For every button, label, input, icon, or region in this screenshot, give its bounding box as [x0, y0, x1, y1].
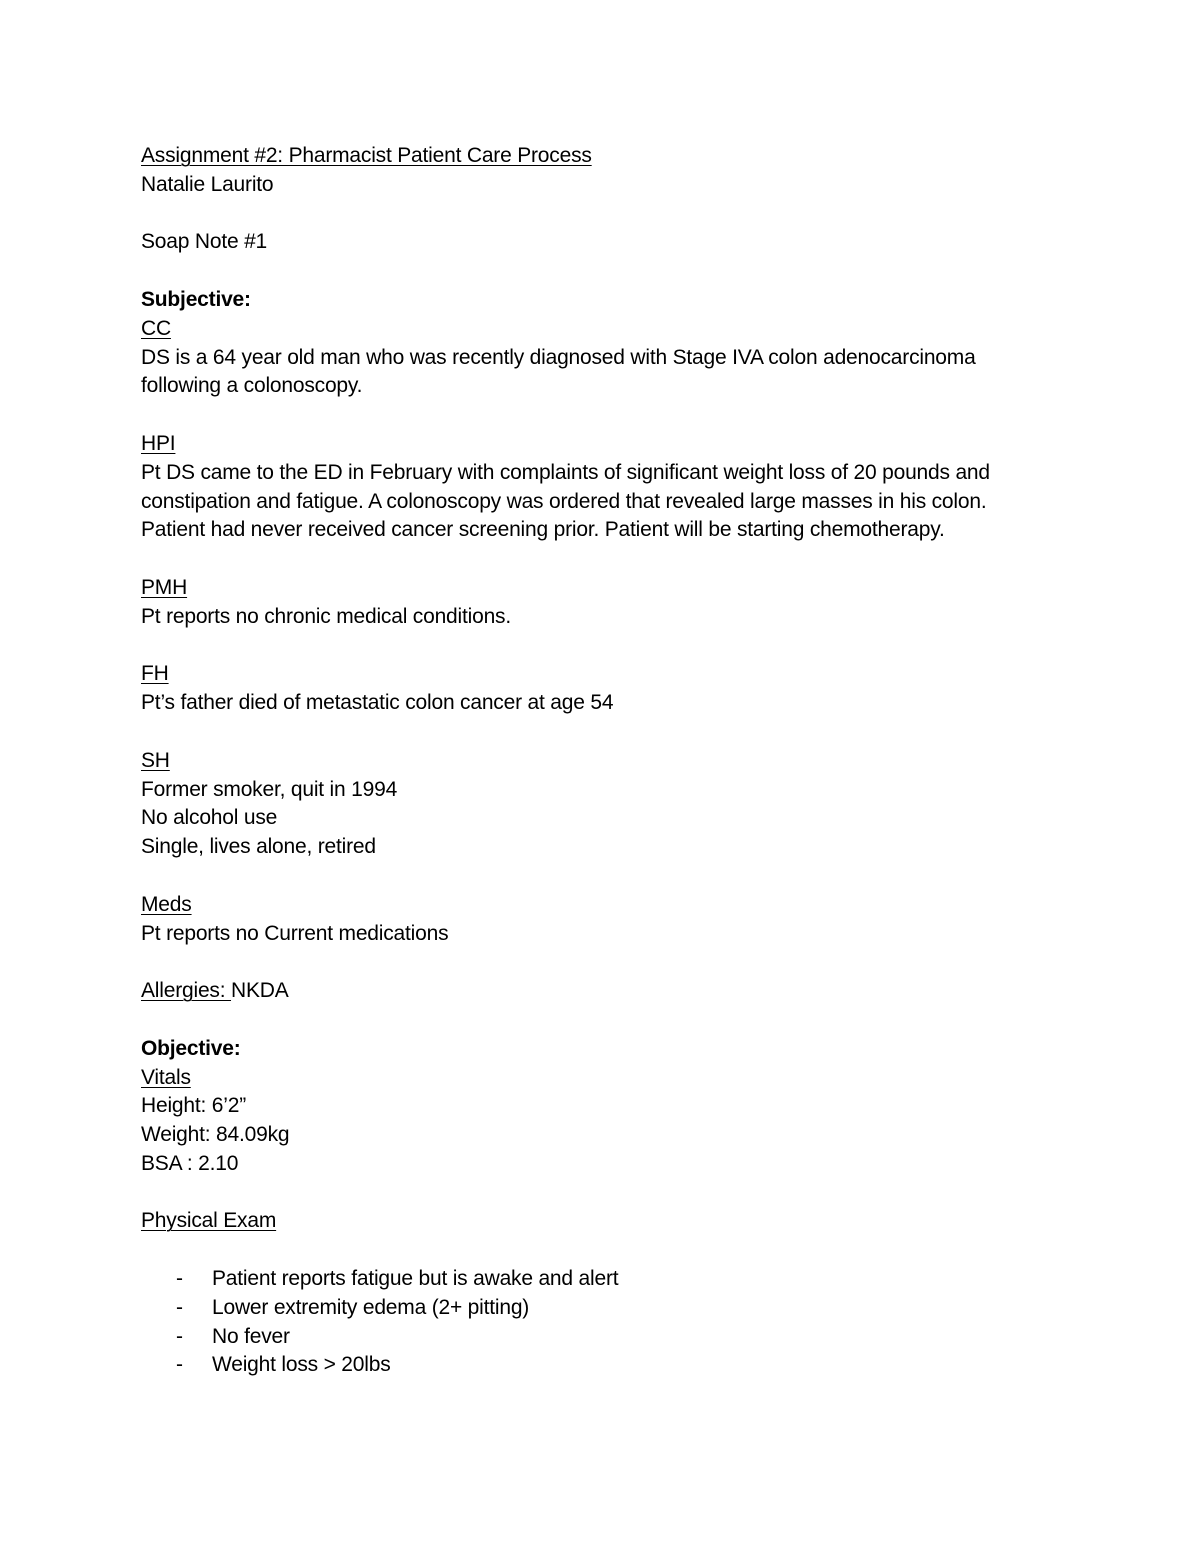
hpi-label: HPI: [141, 431, 176, 455]
hpi-text-line: constipation and fatigue. A colonoscopy was ordered that revealed large masses in his colon.: [141, 489, 987, 513]
sh-text-line: Former smoker, quit in 1994: [141, 777, 398, 801]
dash-bullet-icon: -: [176, 1267, 183, 1291]
vitals-label: Vitals: [141, 1065, 191, 1089]
meds-text-line: Pt reports no Current medications: [141, 921, 449, 945]
allergies-label: Allergies:: [141, 979, 232, 1003]
cc-label: CC: [141, 316, 171, 340]
physical-exam-list: [141, 1265, 1071, 1380]
list-item: [141, 1351, 1071, 1380]
sh-text-line: No alcohol use: [141, 806, 278, 830]
fh-text-line: Pt’s father died of metastatic colon cancer at age 54: [141, 691, 614, 715]
dash-bullet-icon: -: [176, 1295, 183, 1319]
vitals-weight: Weight: 84.09kg: [141, 1123, 290, 1147]
hpi-text-line: Patient had never received cancer screening prior. Patient will be starting chemotherapy.: [141, 518, 945, 542]
cc-text-line: DS is a 64 year old man who was recently diagnosed with Stage IVA colon adenocarcinoma: [141, 345, 976, 369]
objective-heading: Objective:: [141, 1036, 241, 1060]
meds-label: Meds: [141, 892, 192, 916]
fh-label: FH: [141, 662, 169, 686]
vitals-bsa: BSA : 2.10: [141, 1151, 239, 1175]
list-item: [141, 1294, 1071, 1323]
dash-bullet-icon: -: [176, 1353, 183, 1377]
pmh-label: PMH: [141, 575, 188, 599]
allergies-line: [141, 977, 1071, 1006]
subjective-heading: Subjective:: [141, 287, 251, 311]
vitals-height: Height: 6’2”: [141, 1094, 246, 1118]
cc-text-line: following a colonoscopy.: [141, 374, 363, 398]
sh-label: SH: [141, 748, 170, 772]
pmh-text-line: Pt reports no chronic medical conditions.: [141, 604, 511, 628]
list-item: [141, 1265, 1071, 1294]
dash-bullet-icon: -: [176, 1324, 183, 1348]
exam-item-text: No fever: [212, 1324, 290, 1348]
allergies-value: NKDA: [231, 979, 289, 1003]
hpi-text-line: Pt DS came to the ED in February with complaints of significant weight loss of 20 pounds and: [141, 460, 990, 484]
physical-exam-label: Physical Exam: [141, 1209, 277, 1233]
list-item: [141, 1323, 1071, 1352]
document-title: Assignment #2: Pharmacist Patient Care Process: [141, 144, 592, 167]
author-name: Natalie Laurito: [141, 172, 274, 196]
soap-note-document: [141, 142, 1071, 1380]
note-title: Soap Note #1: [141, 230, 268, 254]
exam-item-text: Patient reports fatigue but is awake and alert: [212, 1267, 619, 1291]
sh-text-line: Single, lives alone, retired: [141, 835, 376, 859]
exam-item-text: Weight loss > 20lbs: [212, 1353, 391, 1377]
exam-item-text: Lower extremity edema (2+ pitting): [212, 1295, 530, 1319]
